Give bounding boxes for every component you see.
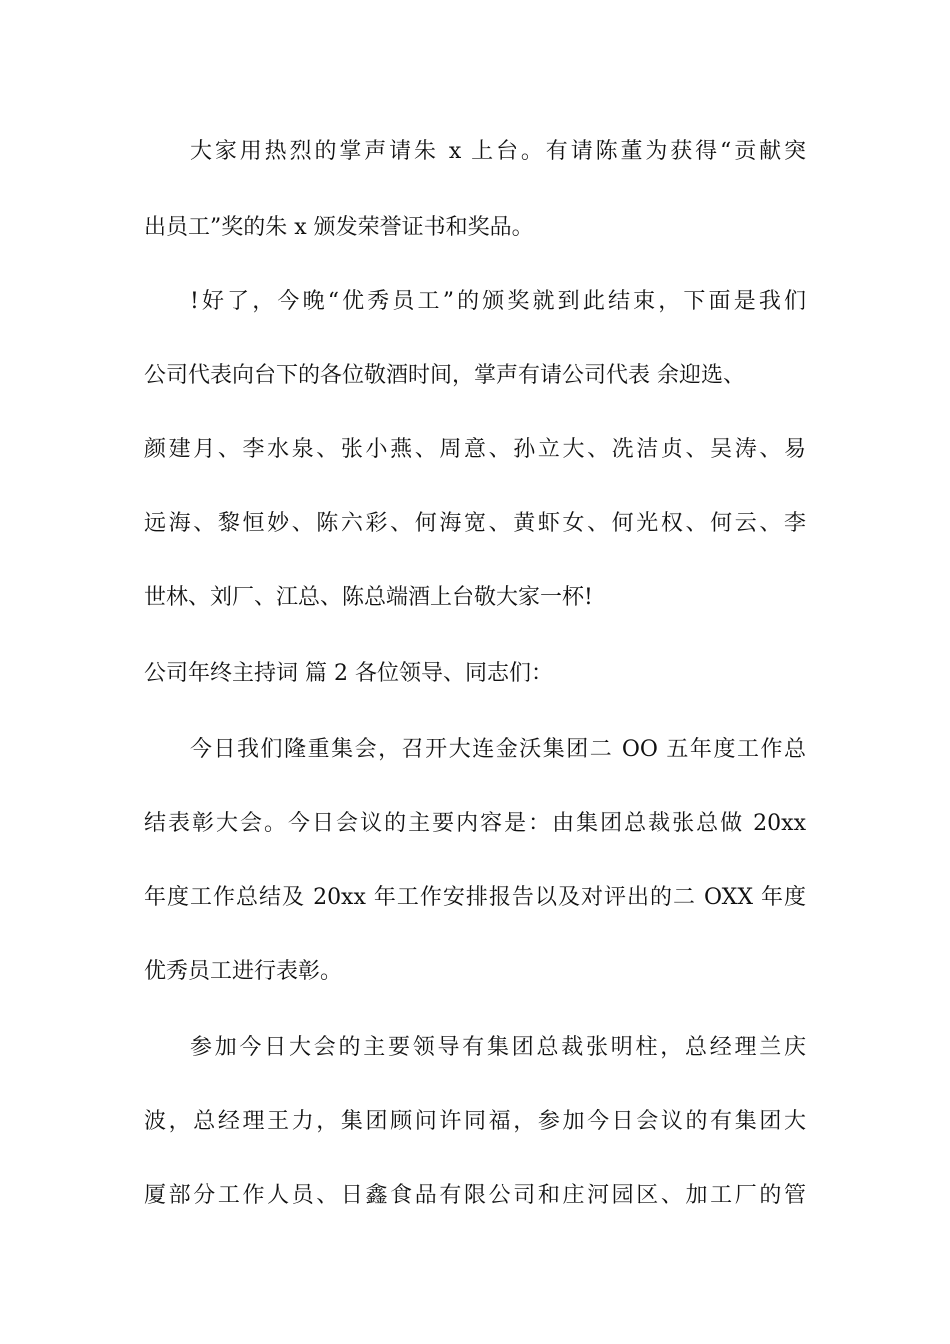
paragraph-2-line-2: 公司代表向台下的各位敬酒时间，掌声有请公司代表 余迎选、 (144, 363, 745, 388)
paragraph-2-line-1: !好了，今晚“优秀员工”的颁奖就到此结束，下面是我们 (190, 289, 806, 314)
paragraph-5-line-1: 参加今日大会的主要领导有集团总裁张明柱，总经理兰庆 (190, 1035, 806, 1060)
paragraph-5-line-3: 厦部分工作人员、日鑫食品有限公司和庄河园区、加工厂的管 (144, 1183, 806, 1208)
paragraph-2-line-3: 颜建月、李水泉、张小燕、周意、孙立大、冼洁贞、吴涛、易 (144, 437, 806, 462)
paragraph-4-line-4: 优秀员工进行表彰。 (144, 959, 343, 984)
paragraph-1-line-1: 大家用热烈的掌声请朱 x 上台。有请陈董为获得“贡献突 (190, 139, 806, 164)
paragraph-2-line-5: 世林、刘厂、江总、陈总端酒上台敬大家一杯! (144, 585, 593, 610)
paragraph-2-line-4: 远海、黎恒妙、陈六彩、何海宽、黄虾女、何光权、何云、李 (144, 511, 806, 536)
paragraph-4-line-1: 今日我们隆重集会，召开大连金沃集团二 OO 五年度工作总 (190, 737, 806, 762)
section-heading: 公司年终主持词 篇 2 各位领导、同志们： (144, 661, 553, 686)
paragraph-4-line-2: 结表彰大会。今日会议的主要内容是：由集团总裁张总做 20xx (144, 811, 806, 836)
paragraph-5-line-2: 波，总经理王力，集团顾问许同福，参加今日会议的有集团大 (144, 1109, 806, 1134)
paragraph-1-line-2: 出员工”奖的朱 x 颁发荣誉证书和奖品。 (144, 215, 534, 240)
paragraph-4-line-3: 年度工作总结及 20xx 年工作安排报告以及对评出的二 OXX 年度 (144, 885, 806, 910)
